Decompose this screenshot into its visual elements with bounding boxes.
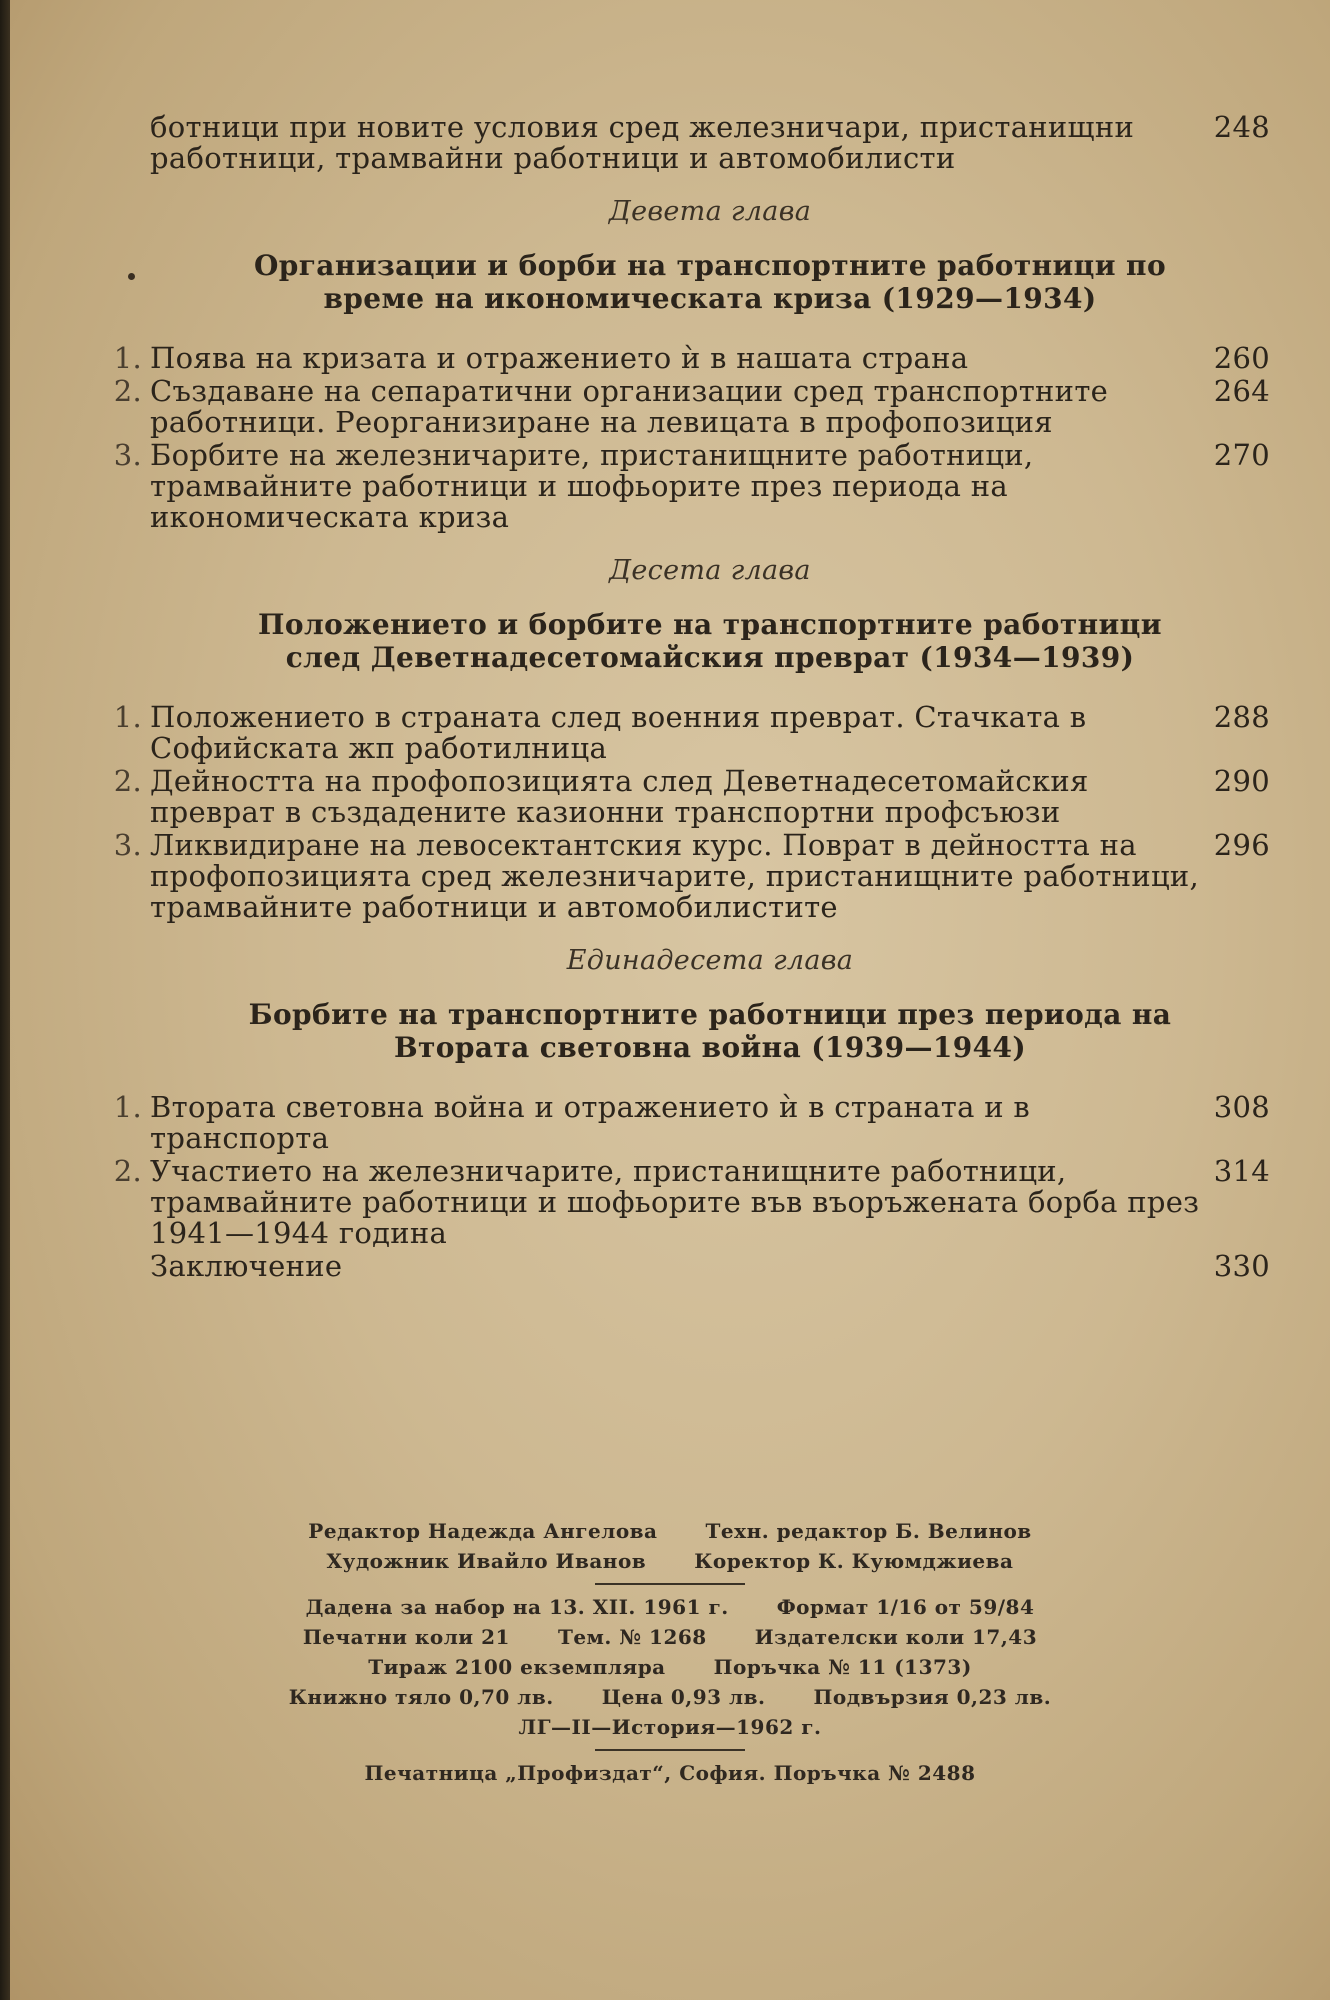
toc-page-number: 290 [1213,764,1270,798]
toc-entry [113,828,1270,924]
toc-entry-number: 3. [113,828,142,862]
toc-entry-text: Ликвидиране на левосектантския курс. Поврат в дейността на профопозицията сред железничарите, пристанищните работници, трамвайните работници и автомобилистите [150,828,1200,924]
toc-entry-intro [150,112,1270,174]
toc-entry [113,374,1270,439]
toc-entry [113,1154,1270,1250]
toc-entry-number: 1. [113,700,142,734]
divider [595,1583,745,1585]
toc-entry-text: Поява на кризата и отражението ѝ в нашата страна [150,341,969,375]
toc-entry-number: 3. [113,438,142,472]
chapter-title: Борбите на транспортните работници през периода на Втората световна война (1939—1944) [248,998,1172,1064]
toc-entry-text: Борбите на железничарите, пристанищните работници, трамвайните работници и шофьорите през периода на икономическата криза [150,438,1034,534]
toc-entry [113,341,1270,375]
toc-page-number: 264 [1213,374,1270,408]
toc-entry-text: Заключение [150,1249,343,1283]
toc-page-number: 296 [1213,828,1270,862]
chapter-title: Организации и борби на транспортните работници по време на икономическата криза (1929—1934) [253,249,1167,315]
page-edge [0,0,10,2000]
theme-number: Тем. № 1268 [557,1625,707,1649]
toc-page-number: 314 [1213,1154,1270,1188]
divider [595,1749,745,1751]
toc-page-number: 260 [1213,341,1270,375]
editor: Редактор Надежда Ангелова [308,1519,658,1543]
publisher-sheets: Издателски коли 17,43 [754,1625,1038,1649]
toc-entry [113,438,1270,534]
book-page [10,0,1330,2000]
set-date: Дадена за набор на 13. XII. 1961 г. [305,1595,729,1619]
toc-entry [113,1090,1270,1155]
order-number: Поръчка № 11 (1373) [713,1655,972,1679]
chapter-title: Положението и борбите на транспортните работници след Деветнадесетомайския преврат (1934—1939) [258,608,1162,674]
toc-page-number: 248 [1213,110,1270,144]
printer: Печатница „Профиздат“, София. Поръчка № 2488 [364,1761,976,1785]
colophon [150,1515,1190,1791]
block-price: Книжно тяло 0,70 лв. [288,1685,554,1709]
toc-entry-number: 2. [113,1154,142,1188]
toc-entry [113,764,1270,829]
chapter-label: Девета глава [608,196,812,227]
ink-spot [128,273,135,280]
tech-editor: Техн. редактор Б. Велинов [705,1519,1032,1543]
table-of-contents [113,110,1270,1284]
toc-entry-number: 2. [113,764,142,798]
chapter-label: Единадесета глава [566,945,854,976]
format: Формат 1/16 от 59/84 [776,1595,1035,1619]
toc-entry-text: Създаване на сепаратични организации сред транспортните работници. Реорганизиране на левицата в профопозиция [150,374,1109,439]
toc-page-number: 330 [1213,1249,1270,1283]
toc-entry-number: 2. [113,374,142,408]
price: Цена 0,93 лв. [601,1685,766,1709]
artist: Художник Ивайло Иванов [326,1549,647,1573]
print-run: Тираж 2100 екземпляра [368,1655,666,1679]
proofreader: Коректор К. Куюмджиева [694,1549,1014,1573]
toc-page-number: 308 [1213,1090,1270,1124]
toc-entry-text: Положението в страната след военния преврат. Стачката в Софийската жп работилница [150,700,1087,765]
print-sheets: Печатни коли 21 [302,1625,510,1649]
toc-entry [150,1251,1270,1282]
catalog-code: ЛГ—II—История—1962 г. [518,1715,822,1739]
toc-page-number: 270 [1213,438,1270,472]
binding-price: Подвързия 0,23 лв. [813,1685,1052,1709]
chapter-label: Десета глава [609,555,811,586]
toc-entry-text: ботници при новите условия сред железничари, пристанищни работници, трамвайни работници и автомобилисти [150,110,1135,175]
toc-page-number: 288 [1213,700,1270,734]
toc-entry [113,700,1270,765]
toc-entry-number: 1. [113,341,142,375]
toc-entry-number: 1. [113,1090,142,1124]
toc-entry-text: Втората световна война и отражението ѝ в страната и в транспорта [150,1090,1031,1155]
toc-entry-text: Дейността на профопозицията след Деветнадесетомайския преврат в създадените казионни транспортни профсъюзи [150,764,1089,829]
toc-entry-text: Участието на железничарите, пристанищните работници, трамвайните работници и шофьорите във въоръжената борба през 1941—1944 година [150,1154,1200,1250]
